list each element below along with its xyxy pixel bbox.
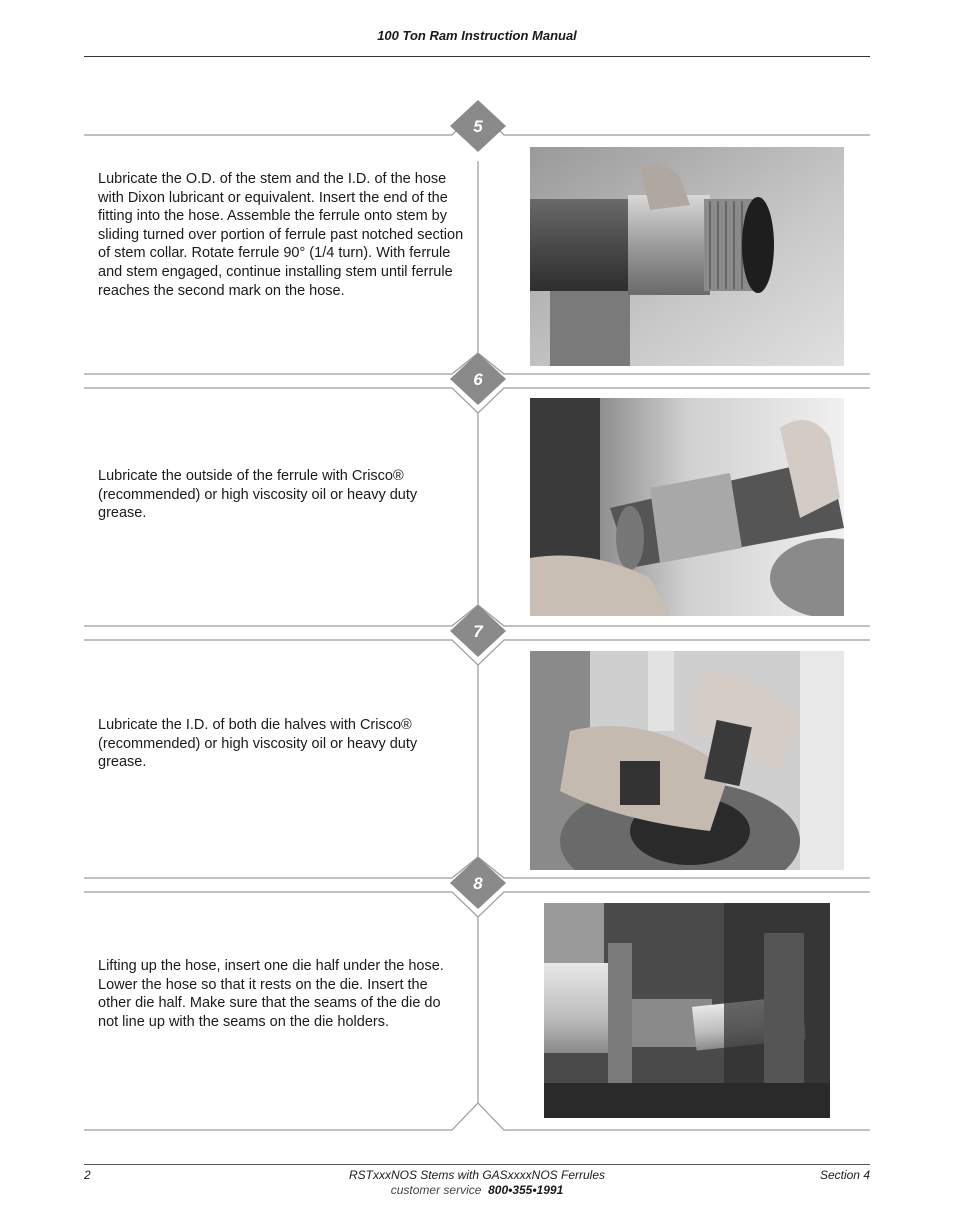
step-number-6: 6 — [473, 370, 483, 389]
step-6-photo — [530, 398, 844, 616]
page-header-title: 100 Ton Ram Instruction Manual — [377, 28, 577, 43]
step-badge-5 — [450, 100, 506, 152]
step-7-photo — [530, 651, 844, 870]
step-5-photo — [530, 147, 844, 366]
step-6-instructions: Lubricate the outside of the ferrule with Crisco® (recommended) or high viscosity oil or heavy duty grease. — [98, 468, 418, 522]
step-8-instructions: Lifting up the hose, insert one die half under the hose. Lower the hose so that it rests on the die. Insert the other die half. Make sure that the seams of the die do not line up with the seams on the die holders. — [98, 958, 444, 1030]
footer-service-label: customer service — [390, 1183, 482, 1197]
footer-document-title: RSTxxxNOS Stems with GASxxxxNOS Ferrules — [348, 1168, 606, 1182]
step-number-7: 7 — [473, 622, 483, 641]
footer-page-number: 2 — [84, 1168, 91, 1182]
step-number-5: 5 — [473, 117, 483, 136]
step-7-instructions: Lubricate the I.D. of both die halves with Crisco® (recommended) or high viscosity oil or heavy duty grease. — [98, 717, 418, 771]
step-number-8: 8 — [473, 874, 483, 893]
step-8-photo — [544, 903, 830, 1118]
step-badge-8 — [450, 857, 506, 909]
footer-section: Section 4 — [819, 1168, 870, 1182]
footer-customer-service — [0, 1183, 954, 1197]
step-5-instructions: Lubricate the O.D. of the stem and the I.D. of the hose with Dixon lubricant or equivalent. Insert the end of the fitting into the hose. Assemble the ferrule onto stem by sliding turned over portion of ferrule past notched section of stem collar. Rotate ferrule 90° (1/4 turn). With ferrule and stem engaged, continue installing stem until ferrule reaches the second mark on the hose. — [98, 171, 464, 299]
step-badge-6 — [450, 353, 506, 405]
footer-service-phone: 800•355•1991 — [488, 1183, 564, 1197]
footer-divider — [84, 1164, 870, 1165]
step-badge-7 — [450, 605, 506, 657]
